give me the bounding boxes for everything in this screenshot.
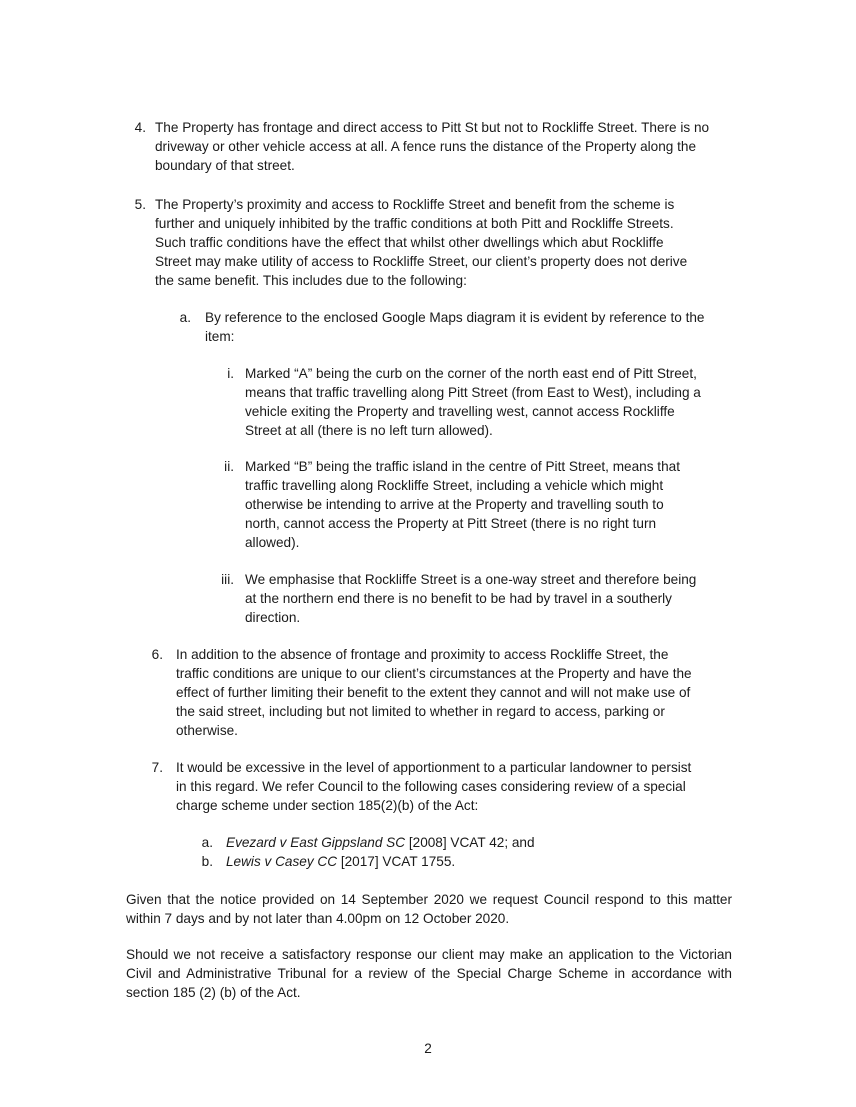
case-reference <box>226 852 455 871</box>
text-line: allowed). <box>245 535 300 550</box>
case-text <box>226 852 455 871</box>
case-citation: [2017] VCAT 1755. <box>337 854 456 869</box>
paragraph-number: 6. <box>151 647 163 662</box>
paragraph-number: 7. <box>151 760 163 775</box>
subparagraph-text <box>245 570 696 627</box>
case-name: Evezard v East Gippsland SC <box>226 835 406 850</box>
text-line: We emphasise that Rockliffe Street is a one-way street and therefore being <box>245 572 697 587</box>
subparagraph-letter: a. <box>179 310 191 325</box>
text-line: the said street, including but not limited to whether in regard to access, parking or <box>176 704 665 719</box>
case-text <box>226 833 535 852</box>
text-line: The Property has frontage and direct access to Pitt St but not to Rockliffe Street. There is no <box>155 120 710 135</box>
subparagraph-text <box>245 364 701 440</box>
subparagraph-text <box>205 308 704 346</box>
text-line: driveway or other vehicle access at all. A fence runs the distance of the Property along the <box>155 139 697 154</box>
text-line: direction. <box>245 610 301 625</box>
text-line: Marked “A” being the curb on the corner of the north east end of Pitt Street, <box>245 366 697 381</box>
text-line: further and uniquely inhibited by the traffic conditions at both Pitt and Rockliffe Streets. <box>155 216 674 231</box>
paragraph-number: 4. <box>134 120 146 135</box>
text-line: item: <box>205 329 235 344</box>
paragraph-number: 5. <box>134 197 146 212</box>
text-line: By reference to the enclosed Google Maps diagram it is evident by reference to the <box>205 310 705 325</box>
text-line: The Property’s proximity and access to Rockliffe Street and benefit from the scheme is <box>155 197 675 212</box>
text-line: In addition to the absence of frontage and proximity to access Rockliffe Street, the <box>176 647 669 662</box>
page-number: 2 <box>424 1041 432 1056</box>
text-line: Marked “B” being the traffic island in the centre of Pitt Street, means that <box>245 459 680 474</box>
closing-paragraph-1: Given that the notice provided on 14 September 2020 we request Council respond to this matter within 7 days and by not later than 4.00pm on 12 October 2020. <box>126 892 732 926</box>
closing-paragraph-2: Should we not receive a satisfactory response our client may make an application to the Victorian Civil and Administrative Tribunal for a review of the Special Charge Scheme in accordance with section 185 (2) (b) of the Act. <box>126 947 732 1000</box>
paragraph-text <box>155 195 687 290</box>
paragraph-text <box>176 645 692 740</box>
subparagraph-roman: i. <box>227 366 234 381</box>
subparagraph-roman: ii. <box>224 459 234 474</box>
text-line: effect of further limiting their benefit to the extent they cannot and will not make use of <box>176 685 691 700</box>
text-line: otherwise. <box>176 723 238 738</box>
subparagraph-roman: iii. <box>221 572 234 587</box>
text-line: means that traffic travelling along Pitt Street (from East to West), including a <box>245 385 701 400</box>
text-line: the same benefit. This includes due to the following: <box>155 273 467 288</box>
text-line: Street may make utility of access to Rockliffe Street, our client’s property does not derive <box>155 254 688 269</box>
case-letter: a. <box>201 835 213 850</box>
text-line: charge scheme under section 185(2)(b) of the Act: <box>176 798 479 813</box>
text-line: vehicle exiting the Property and travelling west, cannot access Rockliffe <box>245 404 675 419</box>
text-line: in this regard. We refer Council to the following cases considering review of a special <box>176 779 686 794</box>
case-citation: [2008] VCAT 42; and <box>405 835 535 850</box>
text-line: at the northern end there is no benefit to be had by travel in a southerly <box>245 591 672 606</box>
paragraph-text <box>155 118 709 175</box>
subparagraph-text <box>245 457 680 552</box>
text-line: otherwise be intending to arrive at the Property and travelling south to <box>245 497 664 512</box>
text-line: traffic conditions are unique to our client’s circumstances at the Property and have the <box>176 666 692 681</box>
text-line: boundary of that street. <box>155 158 295 173</box>
text-line: Such traffic conditions have the effect that whilst other dwellings which abut Rockliffe <box>155 235 664 250</box>
paragraph-text <box>176 758 691 815</box>
text-line: Street at all (there is no left turn allowed). <box>245 423 493 438</box>
case-letter: b. <box>201 854 213 869</box>
text-line: It would be excessive in the level of apportionment to a particular landowner to persist <box>176 760 692 775</box>
case-name: Lewis v Casey CC <box>226 854 338 869</box>
text-line: traffic travelling along Rockliffe Street, including a vehicle which might <box>245 478 664 493</box>
text-line: north, cannot access the Property at Pitt Street (there is no right turn <box>245 516 657 531</box>
case-reference <box>226 833 535 852</box>
